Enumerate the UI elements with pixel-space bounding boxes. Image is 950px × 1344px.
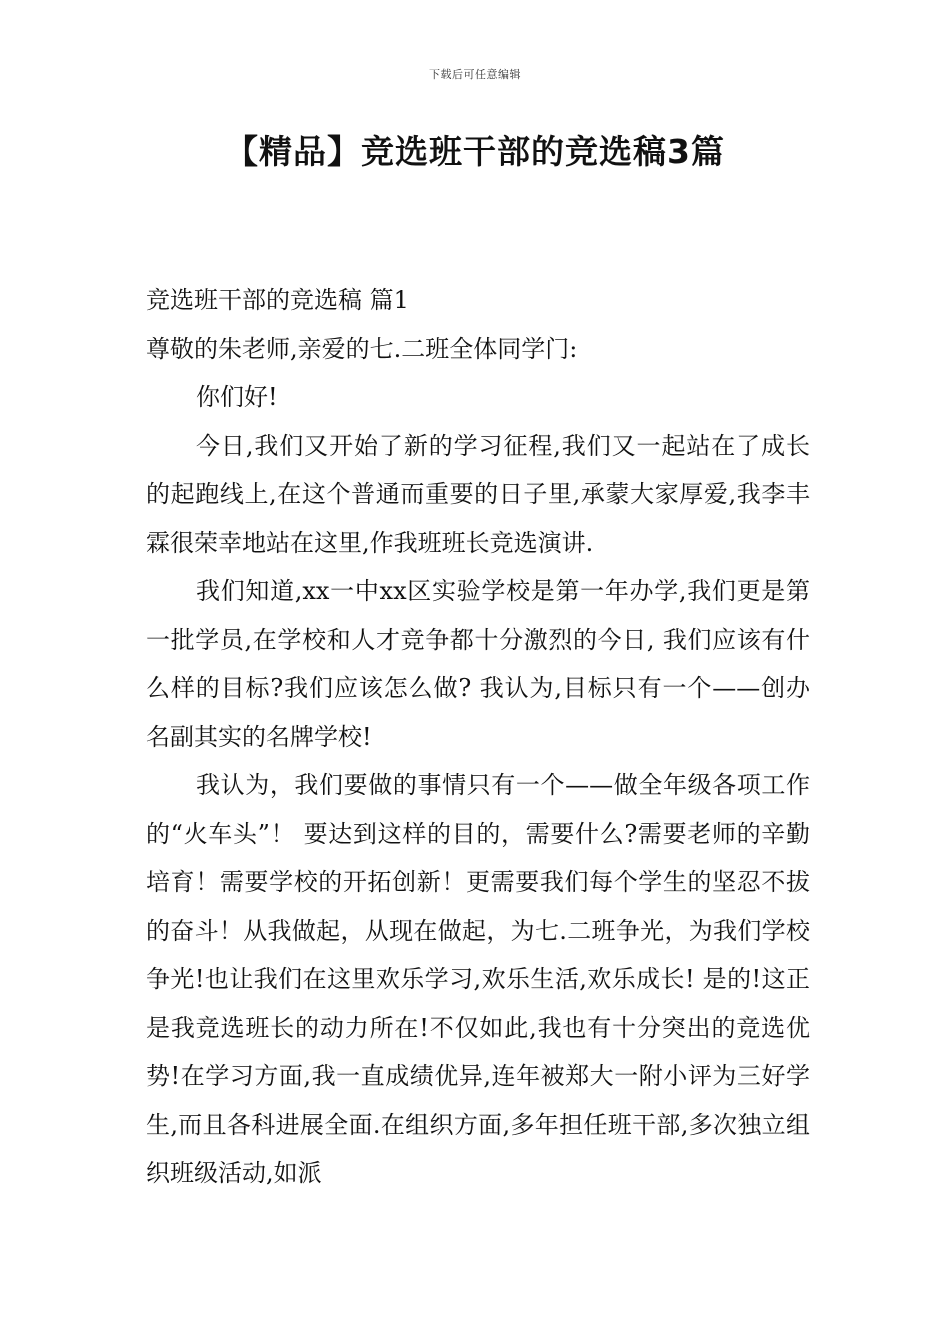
document-title: 【精品】竞选班干部的竞选稿3篇 — [225, 132, 725, 171]
greeting: 你们好! — [196, 383, 278, 411]
body-paragraph: 我认为，我们要做的事情只有一个——做全年级各项工作的“火车头”！ 要达到这样的目的，需要什么?需要老师的辛勤培育！需要学校的开拓创新！更需要我们每个学生的坚忍不拔的奋斗！从我做起，从现在做起，为七.二班争光，为我们学校争光!也让我们在这里欢乐学习,欢乐生活,欢乐成长! 是的!这正是我竞选班长的动力所在!不仅如此,我也有十分突出的竞选优势!在学习方面,我一直成绩优异,连年被郑大一附小评为三好学生,而且各科进展全面.在组织方面,多年担任班干部,多次独立组织班级活动,如派 — [146, 771, 810, 1187]
body-paragraph: 今日,我们又开始了新的学习征程,我们又一起站在了成长的起跑线上,在这个普通而重要的日子里,承蒙大家厚爱,我李丰霖很荣幸地站在这里,作我班班长竞选演讲. — [146, 431, 810, 557]
body-paragraph: 我们知道,xx一中xx区实验学校是第一年办学,我们更是第一批学员,在学校和人才竞争都十分激烈的今日, 我们应该有什么样的目标?我们应该怎么做? 我认为,目标只有一个——创办名副其实的名牌学校! — [146, 577, 810, 751]
section-heading: 竞选班干部的竞选稿 篇1 — [146, 286, 409, 314]
document-body — [146, 276, 810, 1198]
header-note: 下载后可任意编辑 — [429, 68, 521, 81]
salutation: 尊敬的朱老师,亲爱的七.二班全体同学门: — [146, 334, 578, 363]
